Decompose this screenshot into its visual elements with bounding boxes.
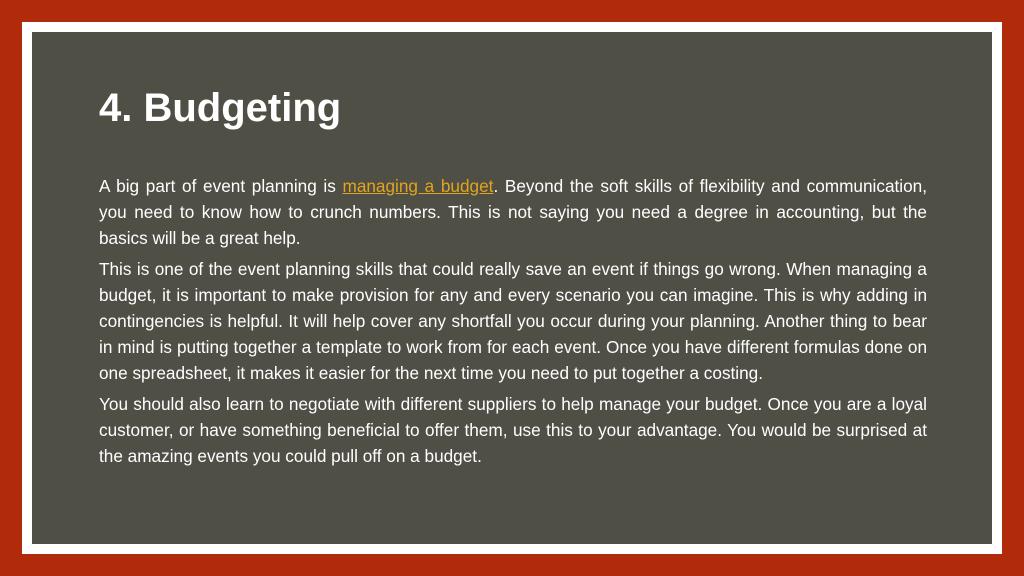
managing-budget-link[interactable]: managing a budget <box>342 176 494 196</box>
paragraph-3: You should also learn to negotiate with different suppliers to help manage your budget. Once you are a loyal customer, or have something beneficial to offer them, use this to your advantage. You would be surprised at the amazing events you could pull off on a budget. <box>99 394 927 466</box>
paragraph-2: This is one of the event planning skills that could really save an event if things go wrong. When managing a budget, it is important to make provision for any and every scenario you can imagine. This is why adding in contingencies is helpful. It will help cover any shortfall you occur during your planning. Another thing to bear in mind is putting together a template to work from for each event. Once you have different formulas done on one spreadsheet, it makes it easier for the next time you need to put together a costing. <box>99 259 927 383</box>
paragraph-1 <box>99 174 927 251</box>
slide-frame <box>22 22 1002 554</box>
slide-title: 4. Budgeting <box>99 86 342 130</box>
paragraph-1-rest: . Beyond the soft skills of flexibility and communication, you need to know how to crunch numbers. This is not saying you need a degree in accounting, but the basics will be a great help. <box>99 176 927 248</box>
slide-panel <box>32 32 992 544</box>
paragraph-1-lead: A big part of event planning is <box>99 176 343 196</box>
slide-body <box>99 174 927 476</box>
